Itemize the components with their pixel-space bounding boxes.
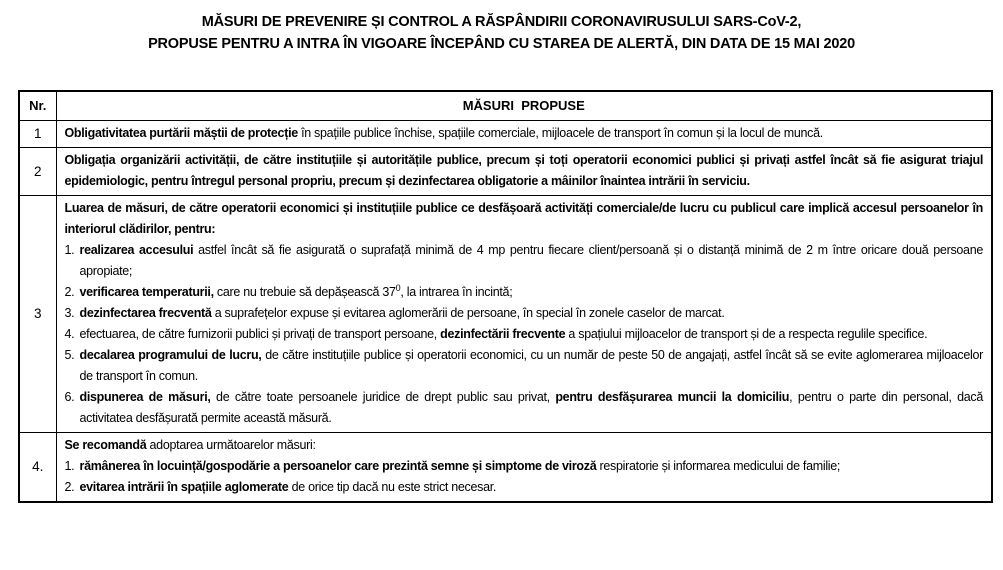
row-measures <box>56 432 992 502</box>
list-item-number: 1. <box>64 458 75 473</box>
table-row <box>19 120 992 147</box>
measure-list-item <box>65 324 984 345</box>
measure-list-item <box>65 387 984 429</box>
measure-list-item <box>65 282 984 303</box>
table-row <box>19 147 992 195</box>
column-header-nr: Nr. <box>19 91 56 120</box>
measures-table <box>18 90 993 503</box>
list-item-text: decalarea programului de lucru, de către instituțiile publice și operatorii economici, cu un număr de peste 50 de angajați, astfel încât să se evite aglomerarea mijloacelor de transport în comun. <box>79 347 983 383</box>
list-item-text: efectuarea, de către furnizorii publici și privați de transport persoane, dezinfectării frecvente a spațiului mijloacelor de transport și de a respecta regulile specifice. <box>79 326 928 341</box>
table-header-row <box>19 91 992 120</box>
measure-paragraph: Luarea de măsuri, de către operatorii economici și instituțiile publice ce desfășoară activități comerciale/de lucru cu publicul care implică accesul persoanelor în interiorul clădirilor, pentru: <box>64 200 983 236</box>
row-number: 4. <box>19 432 56 502</box>
measure-paragraph: Obligativitatea purtării măștii de protecție în spațiile publice închise, spațiile comerciale, mijloacele de transport în comun și la locul de muncă. <box>64 125 823 140</box>
title-line-2: PROPUSE PENTRU A INTRA ÎN VIGOARE ÎNCEPÂND CU STAREA DE ALERTĂ, DIN DATA DE 15 MAI 2020 <box>148 36 855 52</box>
list-item-number: 2. <box>64 479 75 494</box>
row-measures <box>56 195 992 432</box>
measure-list-item <box>65 240 984 282</box>
measure-paragraph: Se recomandă adoptarea următoarelor măsuri: <box>64 437 316 452</box>
measure-list-item <box>65 303 984 324</box>
list-item-number: 5. <box>64 347 75 362</box>
row-number: 1 <box>19 120 56 147</box>
row-number: 2 <box>19 147 56 195</box>
table-row <box>19 195 992 432</box>
measure-paragraph: Obligația organizării activității, de către instituțiile și autoritățile publice, precum și toți operatorii economici publici și privați astfel încât să fie asigurat triajul epidemiologic, pentru întregul personal propriu, precum și dezinfectarea obligatorie a mâinilor înaintea intrării în serviciu. <box>64 152 983 188</box>
list-item-number: 1. <box>64 242 75 257</box>
table-row <box>19 432 992 502</box>
list-item-text: rămânerea în locuință/gospodărie a persoanelor care prezintă semne și simptome de viroză respiratorie și informarea medicului de familie; <box>79 458 841 473</box>
column-header-measures: MĂSURI PROPUSE <box>56 91 992 120</box>
row-number: 3 <box>19 195 56 432</box>
measure-list-item <box>65 477 984 498</box>
row-measures <box>56 147 992 195</box>
table-body <box>19 120 992 502</box>
measure-list-item <box>65 456 984 477</box>
measure-list-item <box>65 345 984 387</box>
title-line-1: MĂSURI DE PREVENIRE ȘI CONTROL A RĂSPÂNDIRII CORONAVIRUSULUI SARS-CoV-2, <box>201 14 802 30</box>
list-item-text: dispunerea de măsuri, de către toate persoanele juridice de drept public sau privat, pentru desfășurarea muncii la domiciliu, pentru o parte din personal, dacă activitatea desfășurată permite această măsură. <box>79 389 984 425</box>
list-item-number: 3. <box>64 305 75 320</box>
list-item-text: dezinfectarea frecventă a suprafețelor expuse și evitarea aglomerării de persoane, în special în zonele caselor de marcat. <box>79 305 725 320</box>
list-item-text: verificarea temperaturii, care nu trebuie să depășească $37^0$, la intrarea în incintă; <box>79 282 513 299</box>
list-item-number: 2. <box>64 284 75 299</box>
list-item-text: realizarea accesului astfel încât să fie asigurată o suprafață minimă de 4 mp pentru fiecare client/persoană și o distanță minimă de 2 m între oricare două persoane apropiate; <box>79 242 983 278</box>
list-item-text: evitarea intrării în spațiile aglomerate de orice tip dacă nu este strict necesar. <box>79 479 497 494</box>
list-item-number: 4. <box>64 326 75 341</box>
row-measures <box>56 120 992 147</box>
list-item-number: 6. <box>64 389 75 404</box>
document-title <box>0 0 1003 55</box>
